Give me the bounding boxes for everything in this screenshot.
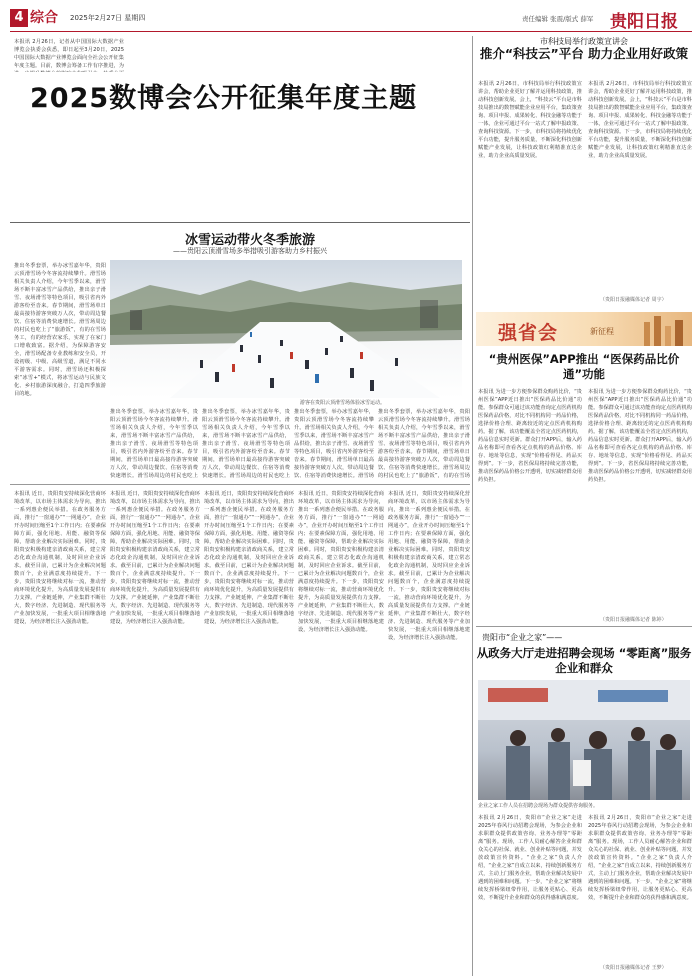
banner-decoration-icon bbox=[636, 312, 692, 346]
center-kicker: 贵阳市“企业之家”—— bbox=[482, 633, 563, 642]
ice-body-col4: 推出冬季套票，举办冰雪嘉年华，贵阳云顶滑雪场今冬客流持续攀升。滑雪场相关负责人介绍，今年雪季以来，滑雪场不断丰富冰雪产品供给，推出亲子滑雪、夜场滑雪等特色项目，吸引省内外游客纷至沓来。春节期间，滑雪场单日最高接待游客突破万人次，带动周边餐饮、住宿等消费快速增长。滑雪场 bbox=[294, 409, 374, 478]
ice-body-col2: 推出冬季套票，举办冰雪嘉年华，贵阳云顶滑雪场今冬客流持续攀升。滑雪场相关负责人介绍，今年雪季以来，滑雪场不断丰富冰雪产品供给，推出亲子滑雪、夜场滑雪等特色项目，吸引省内外游客纷至沓来。春节期间，滑雪场单日最高接待游客突破万人次，带动周边餐饮、住宿等消费快速增长。滑雪场周边的村民也吃上 bbox=[110, 409, 198, 478]
top-story-body-2 bbox=[130, 38, 240, 72]
top-story-headline: 2025数博会公开征集年度主题 bbox=[30, 83, 418, 114]
right-top-byline: （贵阳日报融媒体记者 周宇） bbox=[600, 297, 667, 303]
insurance-body-cont: 本报讯 为进一步方便参保群众购药比价，“贵州医保”APP近日推出“医保药品比价通”功能。参保群众可通过该功能查询定点医药机构医保药品价格，对比不同机构同一药品价格，选择价格合理、距离较近的定点医药机构购药。据了解，该功能覆盖全省定点医药机构，药品信息实时更新。群众打开APP后，输入药品名称即可查看各定点机构的药品价格、库存、地址等信息，实现“价格看得见、药品买得到”。下一步，省医保局将持续完善功能，推动医保药品价格公开透明，切实减轻群众用药负担。 bbox=[588, 389, 692, 483]
center-byline: （贵阳日报融媒体记者 王梦） bbox=[600, 965, 667, 971]
top-story-body-4 bbox=[362, 38, 470, 72]
ice-body-col5: 推出冬季套票，举办冰雪嘉年华，贵阳云顶滑雪场今冬客流持续攀升。滑雪场相关负责人介绍，今年雪季以来，滑雪场不断丰富冰雪产品供给，推出亲子滑雪、夜场滑雪等特色项目，吸引省内外游客纷至沓来。春节期间，滑雪场单日最高接待游客突破万人次，带动周边餐饮、住宿等消费快速增长。滑雪场周边的村民也吃上了“旅游饭”，有的在雪场 bbox=[378, 409, 470, 478]
job-fair-photo-caption: 企业之家工作人员在招聘会现场为群众提供咨询服务。 bbox=[478, 803, 599, 809]
banner-title: 强省会 bbox=[498, 322, 559, 344]
insurance-headline: “贵州医保”APP推出 “医保药品比价通”功能 bbox=[488, 352, 680, 381]
ice-body-col1: 推出冬季套票，举办冰雪嘉年华，贵阳云顶滑雪场今冬客流持续攀升。滑雪场相关负责人介绍，今年雪季以来，滑雪场不断丰富冰雪产品供给，推出亲子滑雪、夜场滑雪等特色项目，吸引省内外游客纷至沓来。春节期间，滑雪场单日最高接待游客突破万人次，带动周边餐饮、住宿等消费快速增长。滑雪场周边的村民也吃上了“旅游饭”，有的在雪场务工，有的经营农家乐，实现了在家门口增收致富。据介绍，为保障游客安全，滑雪场配备专业教练和安全员，开设初级、中级、高级雪道，满足不同水平游客需求。同时，滑雪场还积极探索“冰雪+”模式，将冰雪运动与民族文化、乡村旅游深度融合，打造四季旅游目的地。 bbox=[14, 263, 106, 397]
right-top-kicker: 市科技局举行政策宣讲会 bbox=[540, 37, 628, 46]
insurance-byline: （贵阳日报融媒体记者 陈婷） bbox=[600, 617, 667, 623]
ice-body-col3: 推出冬季套票，举办冰雪嘉年华，贵阳云顶滑雪场今冬客流持续攀升。滑雪场相关负责人介绍，今年雪季以来，滑雪场不断丰富冰雪产品供给，推出亲子滑雪、夜场滑雪等特色项目，吸引省内外游客纷至沓来。春节期间，滑雪场单日最高接待游客突破万人次，带动周边餐饮、住宿等消费快速增长。滑雪场周边的村民也吃上 bbox=[202, 409, 290, 478]
banner-subtitle: 新征程 bbox=[590, 327, 614, 336]
right-top-body: 本报讯 2月26日，市科技局举行科技政策宣讲会，帮助企业更好了解并运用科技政策，推动科技创新发展。会上，“科技云”平台是市科技局推出的数智赋能企业应用平台，集政策查询、项目申报、成果转化、科技金融等功能于一体，企业可通过平台一站式了解申报政策、查询科技资源。下一步，市科技局将持续优化平台功能，提升服务质量，不断深化科技创新赋能产业发展，让科技政策红利精准直达企业，助力企业高质量发展。 bbox=[478, 81, 582, 159]
page-header bbox=[10, 6, 692, 32]
mid-body-col4: 本报讯 近日，贵阳贵安持续深化营商环境改革，以市场主体需求为导向，推出一系列惠企便民举措。在政务服务方面，推行“一窗通办”“一网通办”，企业开办时间压缩至1个工作日内；在要素保障方面，强化用地、用能、融资等保障，帮助企业解决实际困难。同时，贵阳贵安积极构建亲清政商关系，建立常态化政企沟通机制，及时回应企业诉求。截至目前，已累计为企业解决问题数百个，企业满意度持续提升。下一步，贵阳贵安将继续对标一流，推动营商环境优化提升，为高质量发展提供有力支撑。产业链延伸，产业集群不断壮大，数字经济、先进制造、现代服务等产业加快发展，一批重大项目相继落地建设，为经济增长注入强劲动能。 bbox=[298, 491, 384, 633]
right-top-body-cont: 本报讯 2月26日，市科技局举行科技政策宣讲会，帮助企业更好了解并运用科技政策，推动科技创新发展。会上，“科技云”平台是市科技局推出的数智赋能企业应用平台，集政策查询、项目申报、成果转化、科技金融等功能于一体，企业可通过平台一站式了解申报政策、查询科技资源。下一步，市科技局将持续优化平台功能，提升服务质量，不断深化科技创新赋能产业发展，让科技政策红利精准直达企业，助力企业高质量发展。 bbox=[588, 81, 692, 159]
ski-resort-photo bbox=[110, 260, 462, 398]
ice-photo-caption: 游客在贵阳云顶滑雪场体验冰雪运动。 bbox=[300, 400, 386, 406]
center-body: 本报讯 2月26日，贵阳市“企业之家”走进2025年春风行动招聘会现场，为参会企业和求职群众提供政策咨询、业务办理等“零距离”服务。现场，工作人员耐心解答企业和群众关心的社保、就业、创业补贴等问题，并发放政策宣传资料。“企业之家”负责人介绍，“企业之家”自成立以来，持续创新服务方式，主动上门服务企业，帮助企业解决发展中遇到的困难和问题。下一步，“企业之家”将继续发挥桥梁纽带作用，让服务更贴心、更高效，不断提升企业和群众的获得感和满意度。 bbox=[478, 815, 582, 901]
page-number: 4 bbox=[10, 9, 28, 27]
top-story-body-3 bbox=[246, 38, 356, 72]
editor-credits: 责任编辑 张震/版式 薛军 bbox=[522, 15, 594, 23]
campaign-banner bbox=[476, 312, 692, 346]
issue-date: 2025年2月27日 星期四 bbox=[70, 14, 146, 22]
ice-subheadline: ——贵阳云顶滑雪场多举措吸引游客助力乡村振兴 bbox=[173, 247, 327, 255]
newspaper-logo: 贵阳日报 bbox=[610, 12, 678, 32]
section-name: 综合 bbox=[30, 10, 58, 26]
job-fair-photo bbox=[478, 680, 690, 800]
center-headline: 从政务大厅走进招聘会现场 “零距离”服务企业和群众 bbox=[476, 646, 692, 675]
right-top-headline: 推介“科技云”平台 助力企业用好政策 bbox=[479, 46, 689, 61]
mid-body-col1: 本报讯 近日，贵阳贵安持续深化营商环境改革，以市场主体需求为导向，推出一系列惠企便民举措。在政务服务方面，推行“一窗通办”“一网通办”，企业开办时间压缩至1个工作日内；在要素保障方面，强化用地、用能、融资等保障，帮助企业解决实际困难。同时，贵阳贵安积极构建亲清政商关系，建立常态化政企沟通机制，及时回应企业诉求。截至目前，已累计为企业解决问题数百个，企业满意度持续提升。下一步，贵阳贵安将继续对标一流，推动营商环境优化提升，为高质量发展提供有力支撑。产业链延伸，产业集群不断壮大，数字经济、先进制造、现代服务等产业加快发展，一批重大项目相继落地建设，为经济增长注入强劲动能。 bbox=[14, 491, 106, 625]
mid-body-col2: 本报讯 近日，贵阳贵安持续深化营商环境改革，以市场主体需求为导向，推出一系列惠企便民举措。在政务服务方面，推行“一窗通办”“一网通办”，企业开办时间压缩至1个工作日内；在要素保障方面，强化用地、用能、融资等保障，帮助企业解决实际困难。同时，贵阳贵安积极构建亲清政商关系，建立常态化政企沟通机制，及时回应企业诉求。截至目前，已累计为企业解决问题数百个，企业满意度持续提升。下一步，贵阳贵安将继续对标一流，推动营商环境优化提升，为高质量发展提供有力支撑。产业链延伸，产业集群不断壮大，数字经济、先进制造、现代服务等产业加快发展，一批重大项目相继落地建设，为经济增长注入强劲动能。 bbox=[110, 491, 200, 625]
insurance-body: 本报讯 为进一步方便参保群众购药比价，“贵州医保”APP近日推出“医保药品比价通”功能。参保群众可通过该功能查询定点医药机构医保药品价格，对比不同机构同一药品价格，选择价格合理、距离较近的定点医药机构购药。据了解，该功能覆盖全省定点医药机构，药品信息实时更新。群众打开APP后，输入药品名称即可查看各定点机构的药品价格、库存、地址等信息，实现“价格看得见、药品买得到”。下一步，省医保局将持续完善功能，推动医保药品价格公开透明，切实减轻群众用药负担。 bbox=[478, 389, 582, 483]
ice-headline: 冰雪运动带火冬季旅游 bbox=[184, 233, 315, 248]
center-body-cont: 本报讯 2月26日，贵阳市“企业之家”走进2025年春风行动招聘会现场，为参会企业和求职群众提供政策咨询、业务办理等“零距离”服务。现场，工作人员耐心解答企业和群众关心的社保、就业、创业补贴等问题，并发放政策宣传资料。“企业之家”负责人介绍，“企业之家”自成立以来，持续创新服务方式，主动上门服务企业，帮助企业解决发展中遇到的困难和问题。下一步，“企业之家”将继续发挥桥梁纽带作用，让服务更贴心、更高效，不断提升企业和群众的获得感和满意度。 bbox=[588, 815, 692, 901]
mid-body-col3: 本报讯 近日，贵阳贵安持续深化营商环境改革，以市场主体需求为导向，推出一系列惠企便民举措。在政务服务方面，推行“一窗通办”“一网通办”，企业开办时间压缩至1个工作日内；在要素保障方面，强化用地、用能、融资等保障，帮助企业解决实际困难。同时，贵阳贵安积极构建亲清政商关系，建立常态化政企沟通机制，及时回应企业诉求。截至目前，已累计为企业解决问题数百个，企业满意度持续提升。下一步，贵阳贵安将继续对标一流，推动营商环境优化提升，为高质量发展提供有力支撑。产业链延伸，产业集群不断壮大，数字经济、先进制造、现代服务等产业加快发展，一批重大项目相继落地建设，为经济增长注入强劲动能。 bbox=[204, 491, 294, 625]
top-story-body-1: 本报讯 2月26日，记者从中国国际大数据产业博览会执委会获悉，即日起至3月20日，2025中国国际大数据产业博览会面向全社会公开征集年度主题。目前，数博会筹备工作有序推进，为 bbox=[14, 39, 124, 69]
mid-body-col5: 本报讯 近日，贵阳贵安持续深化营商环境改革，以市场主体需求为导向，推出一系列惠企便民举措。在政务服务方面，推行“一窗通办”“一网通办”，企业开办时间压缩至1个工作日内；在要素保障方面，强化用地、用能、融资等保障，帮助企业解决实际困难。同时，贵阳贵安积极构建亲清政商关系，建立常态化政企沟通机制，及时回应企业诉求。截至目前，已累计为企业解决问题数百个，企业满意度持续提升。下一步，贵阳贵安将继续对标一流，推动营商环境优化提升，为高质量发展提供有力支撑。产业链延伸，产业集群不断壮大，数字经济、先进制造、现代服务等产业加快发展，一批重大项目相继落地建设，为经济增长注入强劲动能。 bbox=[388, 491, 470, 641]
